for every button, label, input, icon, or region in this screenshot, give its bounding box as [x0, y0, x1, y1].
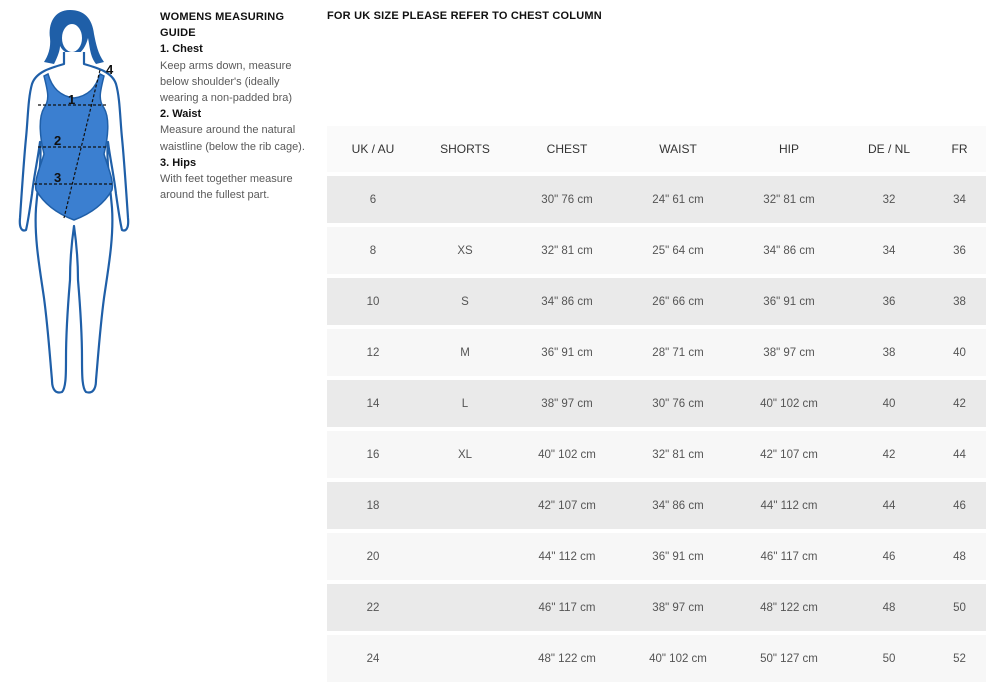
- marker-3: 3: [54, 170, 62, 185]
- cell-de-nl: 32: [845, 176, 933, 227]
- cell-de-nl: 48: [845, 584, 933, 635]
- header-waist: WAIST: [623, 126, 733, 176]
- chest-text: Keep arms down, measure below shoulder's (ideally wearing a non-padded bra): [160, 59, 293, 105]
- cell-waist: 38" 97 cm: [623, 584, 733, 635]
- uk-size-note: FOR UK SIZE PLEASE REFER TO CHEST COLUMN: [327, 10, 602, 22]
- waist-text: Measure around the natural waistline (below the rib cage).: [160, 124, 305, 153]
- size-chart-table: [327, 126, 986, 686]
- cell-uk-au: 18: [327, 482, 419, 533]
- cell-de-nl: 34: [845, 227, 933, 278]
- cell-chest: 32" 81 cm: [511, 227, 623, 278]
- marker-4: 4: [106, 62, 114, 77]
- cell-hip: 32" 81 cm: [733, 176, 845, 227]
- cell-shorts: [419, 584, 511, 635]
- table-row: [327, 482, 986, 533]
- cell-fr: 52: [933, 635, 986, 686]
- marker-2: 2: [54, 133, 62, 148]
- cell-hip: 36" 91 cm: [733, 278, 845, 329]
- cell-fr: 36: [933, 227, 986, 278]
- cell-uk-au: 6: [327, 176, 419, 227]
- cell-shorts: XS: [419, 227, 511, 278]
- guide-title: WOMENS MEASURING GUIDE: [160, 11, 285, 40]
- table-row: [327, 533, 986, 584]
- cell-shorts: [419, 635, 511, 686]
- waist-heading: 2. Waist: [160, 108, 202, 121]
- cell-fr: 48: [933, 533, 986, 584]
- body-measurement-figure: [14, 8, 142, 400]
- cell-fr: 44: [933, 431, 986, 482]
- table-row: [327, 380, 986, 431]
- cell-de-nl: 50: [845, 635, 933, 686]
- cell-hip: 50" 127 cm: [733, 635, 845, 686]
- table-row: [327, 227, 986, 278]
- cell-uk-au: 14: [327, 380, 419, 431]
- cell-de-nl: 44: [845, 482, 933, 533]
- cell-shorts: XL: [419, 431, 511, 482]
- table-row: [327, 278, 986, 329]
- cell-shorts: [419, 533, 511, 584]
- cell-chest: 46" 117 cm: [511, 584, 623, 635]
- measuring-guide: [160, 9, 318, 203]
- cell-hip: 48" 122 cm: [733, 584, 845, 635]
- cell-fr: 46: [933, 482, 986, 533]
- cell-uk-au: 22: [327, 584, 419, 635]
- cell-chest: 44" 112 cm: [511, 533, 623, 584]
- chest-heading: 1. Chest: [160, 43, 203, 56]
- table-row: [327, 329, 986, 380]
- cell-waist: 40" 102 cm: [623, 635, 733, 686]
- cell-de-nl: 42: [845, 431, 933, 482]
- header-fr: FR: [933, 126, 986, 176]
- header-hip: HIP: [733, 126, 845, 176]
- cell-hip: 34" 86 cm: [733, 227, 845, 278]
- cell-hip: 40" 102 cm: [733, 380, 845, 431]
- cell-uk-au: 12: [327, 329, 419, 380]
- cell-shorts: [419, 482, 511, 533]
- cell-fr: 34: [933, 176, 986, 227]
- cell-de-nl: 38: [845, 329, 933, 380]
- cell-waist: 24" 61 cm: [623, 176, 733, 227]
- header-chest: CHEST: [511, 126, 623, 176]
- cell-hip: 38" 97 cm: [733, 329, 845, 380]
- cell-uk-au: 16: [327, 431, 419, 482]
- cell-shorts: M: [419, 329, 511, 380]
- cell-hip: 46" 117 cm: [733, 533, 845, 584]
- table-row: [327, 584, 986, 635]
- cell-fr: 40: [933, 329, 986, 380]
- cell-uk-au: 20: [327, 533, 419, 584]
- cell-waist: 32" 81 cm: [623, 431, 733, 482]
- cell-shorts: [419, 176, 511, 227]
- marker-1: 1: [68, 92, 76, 107]
- cell-chest: 40" 102 cm: [511, 431, 623, 482]
- hips-text: With feet together measure around the fullest part.: [160, 173, 293, 202]
- cell-chest: 48" 122 cm: [511, 635, 623, 686]
- cell-de-nl: 40: [845, 380, 933, 431]
- header-uk-au: UK / AU: [327, 126, 419, 176]
- cell-de-nl: 46: [845, 533, 933, 584]
- cell-chest: 34" 86 cm: [511, 278, 623, 329]
- header-shorts: SHORTS: [419, 126, 511, 176]
- cell-uk-au: 8: [327, 227, 419, 278]
- table-header-row: [327, 126, 986, 176]
- cell-fr: 50: [933, 584, 986, 635]
- cell-chest: 36" 91 cm: [511, 329, 623, 380]
- cell-chest: 42" 107 cm: [511, 482, 623, 533]
- cell-hip: 44" 112 cm: [733, 482, 845, 533]
- table-row: [327, 176, 986, 227]
- cell-hip: 42" 107 cm: [733, 431, 845, 482]
- cell-waist: 26" 66 cm: [623, 278, 733, 329]
- cell-waist: 36" 91 cm: [623, 533, 733, 584]
- cell-shorts: L: [419, 380, 511, 431]
- cell-waist: 25" 64 cm: [623, 227, 733, 278]
- cell-waist: 28" 71 cm: [623, 329, 733, 380]
- cell-uk-au: 10: [327, 278, 419, 329]
- header-de-nl: DE / NL: [845, 126, 933, 176]
- table-row: [327, 635, 986, 686]
- cell-fr: 42: [933, 380, 986, 431]
- cell-waist: 34" 86 cm: [623, 482, 733, 533]
- cell-waist: 30" 76 cm: [623, 380, 733, 431]
- hips-heading: 3. Hips: [160, 156, 197, 169]
- cell-de-nl: 36: [845, 278, 933, 329]
- cell-fr: 38: [933, 278, 986, 329]
- table-row: [327, 431, 986, 482]
- cell-uk-au: 24: [327, 635, 419, 686]
- cell-shorts: S: [419, 278, 511, 329]
- cell-chest: 38" 97 cm: [511, 380, 623, 431]
- cell-chest: 30" 76 cm: [511, 176, 623, 227]
